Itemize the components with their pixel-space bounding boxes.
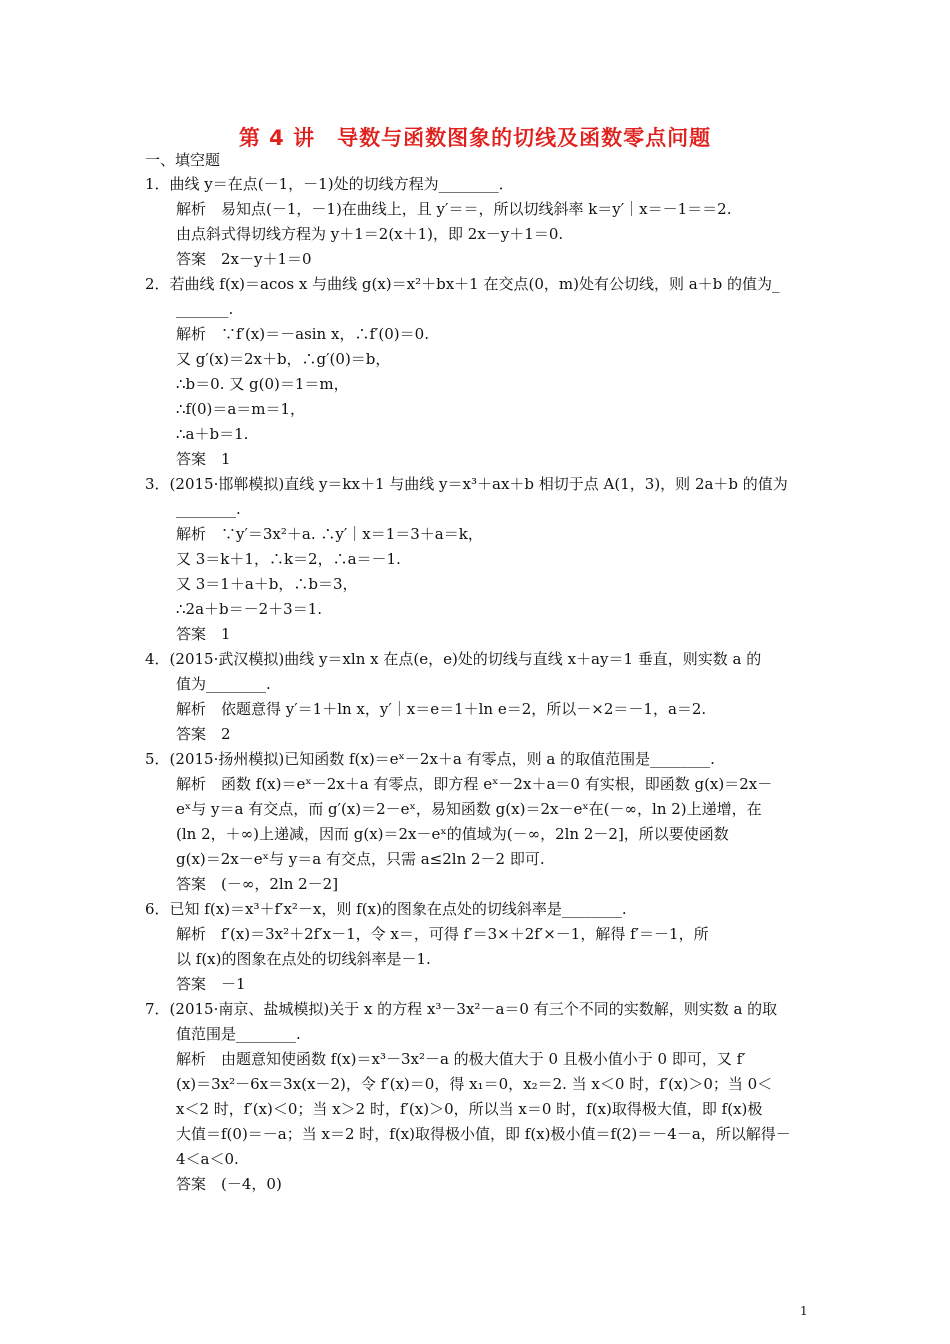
text-line: 由点斜式得切线方程为 y＋1＝2(x＋1)，即 2x－y＋1＝0. bbox=[176, 225, 564, 243]
text-line: 又 3＝k＋1，∴k＝2，∴a＝－1. bbox=[176, 550, 401, 568]
text-line: 又 3＝1＋a＋b，∴b＝3， bbox=[176, 575, 358, 593]
text-line: 解析 ∵y′＝3x²＋a. ∴y′｜x＝1＝3＋a＝k， bbox=[176, 525, 483, 543]
text-line: 4．(2015·武汉模拟)曲线 y＝xln x 在点(e，e)处的切线与直线 x＋ay＝1 垂直，则实数 a 的 bbox=[145, 650, 762, 668]
text-line: 解析 f′(x)＝3x²＋2f′x－1，令 x＝，可得 f′＝3×＋2f′×－1，解得 f′＝－1，所 bbox=[176, 925, 709, 943]
text-line: 一、填空题 bbox=[145, 151, 221, 169]
text-line: 以 f(x)的图象在点处的切线斜率是－1. bbox=[176, 950, 431, 968]
text-line: 解析 由题意知使函数 f(x)＝x³－3x²－a 的极大值大于 0 且极小值小于 0 即可，又 f′ bbox=[176, 1050, 746, 1068]
text-line: (ln 2，＋∞)上递减，因而 g(x)＝2x－eˣ的值域为(－∞，2ln 2－2]，所以要使函数 bbox=[176, 825, 729, 843]
text-line: (x)＝3x²－6x＝3x(x－2)，令 f′(x)＝0，得 x₁＝0，x₂＝2. 当 x＜0 时，f′(x)＞0；当 0＜ bbox=[176, 1075, 773, 1093]
page-number: 1 bbox=[800, 1304, 808, 1318]
text-line: _______. bbox=[176, 300, 234, 318]
text-line: ∴a＋b＝1. bbox=[176, 425, 249, 443]
text-line: 解析 依题意得 y′＝1＋ln x，y′｜x＝e＝1＋ln e＝2，所以－×2＝－1，a＝2. bbox=[176, 700, 707, 718]
text-line: 答案 －1 bbox=[176, 975, 246, 993]
text-line: x＜2 时，f′(x)＜0；当 x＞2 时，f′(x)＞0，所以当 x＝0 时，f(x)取得极大值，即 f(x)极 bbox=[176, 1100, 763, 1118]
text-line: 大值＝f(0)＝－a；当 x＝2 时，f(x)取得极小值，即 f(x)极小值＝f(2)＝－4－a，所以解得－ bbox=[176, 1125, 791, 1143]
text-line: ∴f(0)＝a＝m＝1， bbox=[176, 400, 306, 418]
text-line: ________. bbox=[176, 500, 241, 518]
page-title: 第 4 讲 导数与函数图象的切线及函数零点问题 bbox=[238, 126, 712, 150]
text-line: 解析 ∵f′(x)＝－asin x，∴f′(0)＝0. bbox=[176, 325, 429, 343]
text-line: 值为________. bbox=[176, 675, 271, 693]
text-line: 解析 函数 f(x)＝eˣ－2x＋a 有零点，即方程 eˣ－2x＋a＝0 有实根，即函数 g(x)＝2x－ bbox=[176, 775, 773, 793]
text-line: 答案 1 bbox=[176, 450, 231, 468]
text-line: 答案 2x－y＋1＝0 bbox=[176, 250, 312, 268]
text-line: ∴2a＋b＝－2＋3＝1. bbox=[176, 600, 323, 618]
text-line: 7．(2015·南京、盐城模拟)关于 x 的方程 x³－3x²－a＝0 有三个不同的实数解，则实数 a 的取 bbox=[145, 1000, 778, 1018]
text-line: 解析 易知点(－1，－1)在曲线上，且 y′＝＝，所以切线斜率 k＝y′｜x＝－1＝＝2. bbox=[176, 200, 732, 218]
text-line: 5．(2015·扬州模拟)已知函数 f(x)＝eˣ－2x＋a 有零点，则 a 的取值范围是________. bbox=[145, 750, 715, 768]
text-line: 答案 (－4，0) bbox=[176, 1175, 282, 1193]
text-line: eˣ与 y＝a 有交点，而 g′(x)＝2－eˣ，易知函数 g(x)＝2x－eˣ在(－∞，ln 2)上递增，在 bbox=[176, 800, 762, 818]
text-line: g(x)＝2x－eˣ与 y＝a 有交点，只需 a≤2ln 2－2 即可. bbox=[176, 850, 545, 868]
text-line: 答案 (－∞，2ln 2－2] bbox=[176, 875, 339, 893]
text-line: 4＜a＜0. bbox=[176, 1150, 239, 1168]
text-line: 3．(2015·邯郸模拟)直线 y＝kx＋1 与曲线 y＝x³＋ax＋b 相切于点 A(1，3)，则 2a＋b 的值为 bbox=[145, 475, 788, 493]
text-line: 答案 2 bbox=[176, 725, 231, 743]
text-line: 答案 1 bbox=[176, 625, 231, 643]
text-line: 6．已知 f(x)＝x³＋f′x²－x，则 f(x)的图象在点处的切线斜率是________. bbox=[145, 900, 627, 918]
text-line: 值范围是________. bbox=[176, 1025, 301, 1043]
text-line: ∴b＝0. 又 g(0)＝1＝m， bbox=[176, 375, 349, 393]
text-line: 1．曲线 y＝在点(－1，－1)处的切线方程为________． bbox=[145, 175, 514, 193]
text-line: 2．若曲线 f(x)＝acos x 与曲线 g(x)＝x²＋bx＋1 在交点(0，m)处有公切线，则 a＋b 的值为_ bbox=[145, 275, 780, 293]
text-line: 又 g′(x)＝2x＋b，∴g′(0)＝b， bbox=[176, 350, 391, 368]
